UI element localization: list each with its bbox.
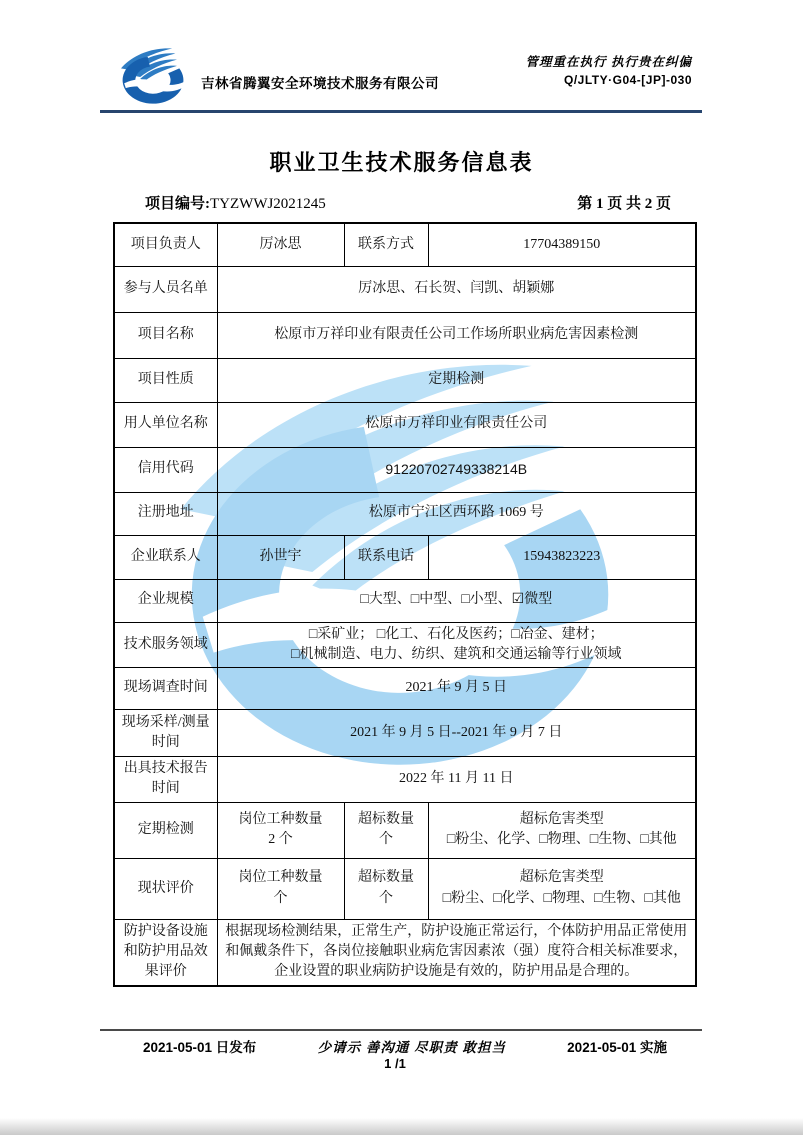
footer-motto: 少请示 善沟通 尽职责 敢担当 [317, 1040, 506, 1055]
field-label: 技术服务领域 [114, 622, 217, 668]
exceed-count-cell [344, 858, 428, 919]
field-value: 松原市万祥印业有限责任公司工作场所职业病危害因素检测 [217, 312, 696, 358]
field-label: 联系电话 [344, 535, 428, 579]
hazard-type-label: 超标危害类型 [519, 811, 604, 827]
field-value-checkboxes: □大型、□中型、□小型、☑微型 [217, 579, 696, 622]
field-label: 现场调查时间 [114, 668, 217, 710]
post-count-label: 岗位工种数量 [238, 870, 323, 886]
hazard-type-cell [428, 802, 696, 858]
field-label: 企业规模 [114, 579, 217, 622]
post-count-cell [217, 802, 344, 858]
service-domain-line2: □机械制造、电力、纺织、建筑和交通运输等行业领域 [291, 646, 622, 662]
exceed-count-value: 个 [379, 832, 393, 848]
exceed-count-cell [344, 802, 428, 858]
hazard-type-label: 超标危害类型 [519, 870, 604, 886]
field-label: 联系方式 [344, 223, 428, 266]
footer-page-number: 1 /1 [384, 1056, 406, 1071]
row-credit-code [114, 447, 696, 492]
row-protection-evaluation [114, 919, 696, 985]
post-count-cell [217, 858, 344, 919]
project-number-value: TYZWWJ2021245 [210, 196, 326, 212]
field-value: 松原市万祥印业有限责任公司 [217, 402, 696, 447]
field-value: 17704389150 [428, 223, 696, 266]
footer-row [113, 1036, 695, 1056]
row-project-leader [114, 223, 696, 266]
row-report-date [114, 757, 696, 803]
field-value: 孙世宇 [217, 535, 344, 579]
exceed-count-label: 超标数量 [358, 870, 414, 886]
exceed-count-value: 个 [379, 890, 393, 906]
row-survey-date [114, 668, 696, 710]
field-label: 项目名称 [114, 312, 217, 358]
row-sampling-date [114, 710, 696, 757]
meta-row [113, 192, 695, 213]
exceed-count-label: 超标数量 [358, 811, 414, 827]
field-label: 用人单位名称 [114, 402, 217, 447]
implement-date: 2021-05-01 实施 [567, 1040, 667, 1055]
row-registered-address [114, 492, 696, 535]
field-label: 出具技术报告时间 [114, 757, 217, 803]
hazard-type-checkboxes: □粉尘、化学、□物理、□生物、□其他 [446, 832, 677, 848]
hazard-type-cell [428, 858, 696, 919]
scan-edge-shadow [0, 1118, 803, 1135]
field-label: 注册地址 [114, 492, 217, 535]
field-value: 厉冰思 [217, 223, 344, 266]
post-count-value: 个 [273, 890, 288, 906]
project-number [113, 192, 326, 213]
company-logo-icon [113, 46, 193, 108]
project-number-label: 项目编号: [145, 196, 210, 212]
page-indicator: 第 1 页 共 2 页 [577, 196, 671, 212]
field-value: 松原市宁江区西环路 1069 号 [217, 492, 696, 535]
field-value: 2021 年 9 月 5 日 [217, 668, 696, 710]
post-count-value: 2 个 [268, 832, 293, 848]
field-value-checkboxes [217, 622, 696, 668]
row-status-evaluation [114, 858, 696, 919]
field-value: 定期检测 [217, 358, 696, 402]
document-code: Q/JLTY·G04-[JP]-030 [564, 73, 692, 87]
company-name: 吉林省腾翼安全环境技术服务有限公司 [201, 76, 439, 91]
field-label: 现场采样/测量时间 [114, 710, 217, 757]
page-title: 职业卫生技术服务信息表 [269, 150, 534, 175]
field-label: 项目负责人 [114, 223, 217, 266]
field-value: 91220702749338214B [217, 447, 696, 492]
field-label: 信用代码 [114, 447, 217, 492]
field-value: 15943823223 [428, 535, 696, 579]
field-value: 2022 年 11 月 11 日 [217, 757, 696, 803]
field-label: 项目性质 [114, 358, 217, 402]
field-label: 企业联系人 [114, 535, 217, 579]
post-count-label: 岗位工种数量 [238, 811, 323, 827]
row-company-contact [114, 535, 696, 579]
field-label: 定期检测 [114, 802, 217, 858]
row-periodic-detection [114, 802, 696, 858]
header-right-block [526, 52, 692, 87]
row-service-domain [114, 622, 696, 668]
row-participants [114, 266, 696, 312]
service-domain-line1: □采矿业； □化工、石化及医药；□冶金、建材； [308, 626, 604, 642]
row-employer-name [114, 402, 696, 447]
hazard-type-checkboxes: □粉尘、□化学、□物理、□生物、□其他 [442, 890, 681, 906]
footer-divider [100, 1029, 702, 1031]
field-value: 厉冰思、石长贺、闫凯、胡颖娜 [217, 266, 696, 312]
header-divider [100, 110, 702, 113]
field-label: 参与人员名单 [114, 266, 217, 312]
field-value: 根据现场检测结果，正常生产，防护设施正常运行，个体防护用品正常使用和佩戴条件下，各岗位接触职业病危害因素浓（强）度符合相关标准要求，企业设置的职业病防护设施是有效的，防护用品是合理的。 [217, 919, 696, 985]
field-value: 2021 年 9 月 5 日--2021 年 9 月 7 日 [217, 710, 696, 757]
service-info-table [113, 222, 697, 987]
field-label: 现状评价 [114, 858, 217, 919]
field-label: 防护设备设施和防护用品效果评价 [114, 919, 217, 985]
issue-date: 2021-05-01 日发布 [143, 1040, 257, 1055]
row-project-type [114, 358, 696, 402]
row-project-name [114, 312, 696, 358]
row-company-scale [114, 579, 696, 622]
management-slogan: 管理重在执行 执行贵在纠偏 [525, 55, 692, 69]
